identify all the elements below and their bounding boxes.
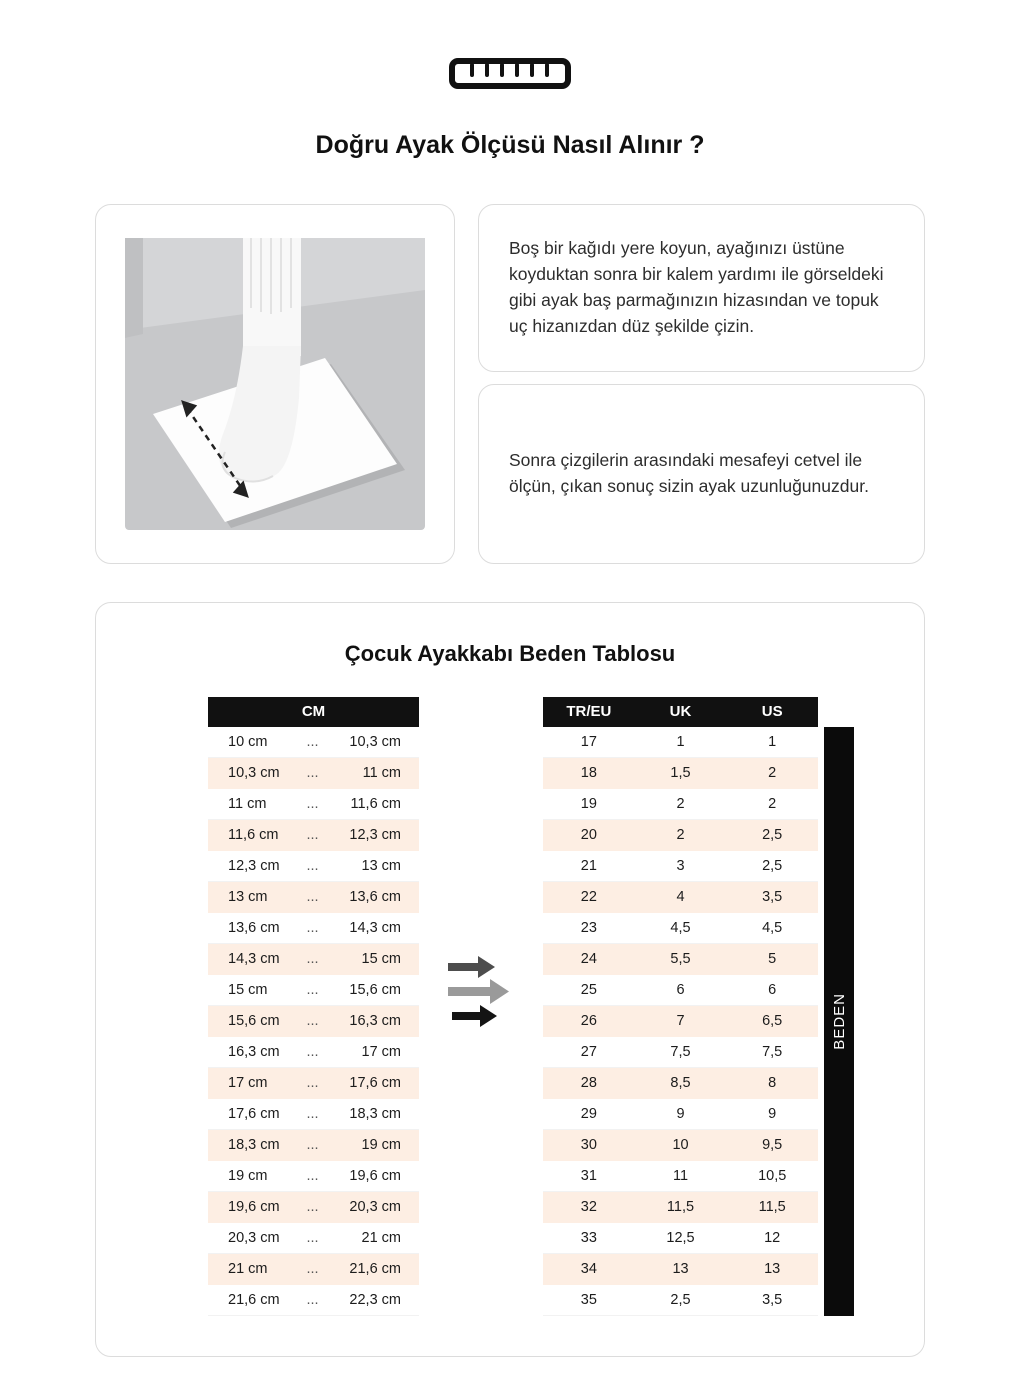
table-row [208,1161,419,1192]
header-us: US [761,703,783,720]
table-cell: 22,3 cm [349,1292,401,1308]
table-cell: 21 cm [361,1230,401,1246]
table-row [543,1161,818,1192]
table-cell: 11 [672,1168,689,1184]
table-title: Çocuk Ayakkabı Beden Tablosu [344,641,676,666]
table-cell: ... [306,1075,319,1091]
table-cell: 21,6 cm [349,1261,401,1277]
table-cell: 18,3 cm [349,1106,401,1122]
table-row [543,1223,818,1254]
table-cell: 10 [672,1137,689,1153]
table-cell: 21 [580,858,597,874]
table-row [208,1254,419,1285]
table-cell: 20,3 cm [228,1230,280,1246]
table-cell: ... [306,1292,319,1308]
table-cell: 11,6 cm [350,796,401,812]
foot-measurement-illustration [125,238,425,530]
table-cell: 2 [768,765,777,781]
table-cell: ... [306,1137,319,1153]
table-row [543,820,818,851]
table-cell: 12 [764,1230,781,1246]
table-cell: 28 [580,1075,597,1091]
table-cell: 17 [580,734,597,750]
table-cell: 17,6 cm [349,1075,401,1091]
table-cell: 22 [580,889,597,905]
table-cell: 9 [768,1106,777,1122]
table-cell: 30 [580,1137,597,1153]
table-cell: 10,5 [758,1168,787,1184]
table-cell: 34 [580,1261,597,1277]
tables-area [96,697,924,1316]
transfer-arrows-icon [419,697,543,1316]
table-cell: 10 cm [228,734,268,750]
table-cell: 19,6 cm [228,1199,280,1215]
table-row [543,1130,818,1161]
table-cell: 12,3 cm [349,827,401,843]
size-table-wrap [543,697,854,1316]
table-cell: 3 [676,858,685,874]
table-cell: ... [306,1199,319,1215]
table-cell: 2,5 [762,858,783,874]
cm-table-body [208,727,419,1316]
table-cell: 15,6 cm [349,982,401,998]
table-cell: 5 [768,951,777,967]
header-uk: UK [669,703,692,720]
table-row [208,913,419,944]
table-cell: 10,3 cm [349,734,401,750]
cm-table-header: CM [208,697,419,727]
table-row [543,882,818,913]
table-row [208,1068,419,1099]
cm-table [208,697,419,1316]
table-cell: 2 [676,796,685,812]
table-cell: 2,5 [670,1292,691,1308]
table-cell: 11 cm [228,796,267,812]
table-cell: 10,3 cm [228,765,280,781]
table-cell: 7,5 [670,1044,691,1060]
table-row [543,1192,818,1223]
table-cell: 29 [580,1106,597,1122]
table-cell: 16,3 cm [349,1013,401,1029]
table-cell: 21,6 cm [228,1292,280,1308]
table-row [543,1006,818,1037]
size-table-header [543,697,818,727]
table-cell: 24 [580,951,597,967]
table-cell: 12,5 [666,1230,695,1246]
table-cell: ... [306,827,319,843]
table-cell: ... [306,734,319,750]
table-row [208,851,419,882]
table-row [208,1285,419,1316]
table-row [208,789,419,820]
table-cell: 18 [580,765,597,781]
table-cell: 1,5 [670,765,691,781]
table-row [543,1285,818,1316]
table-cell: 3,5 [762,1292,783,1308]
table-cell: ... [306,1044,319,1060]
table-cell: ... [306,920,319,936]
foot-measurement-image [95,204,455,564]
table-cell: 31 [580,1168,597,1184]
table-cell: 32 [580,1199,597,1215]
table-cell: 5,5 [670,951,691,967]
table-cell: ... [306,951,319,967]
table-cell: 13,6 cm [349,889,401,905]
table-cell: 21 cm [228,1261,268,1277]
table-cell: 33 [580,1230,597,1246]
size-table-body [543,727,818,1316]
ruler-icon [447,52,573,99]
instruction-card-1 [478,204,925,372]
table-row [208,1099,419,1130]
table-cell: 15 cm [361,951,401,967]
table-cell: ... [306,982,319,998]
table-cell: 1 [676,734,685,750]
table-cell: 17,6 cm [228,1106,280,1122]
table-row [208,944,419,975]
table-cell: 2,5 [762,827,783,843]
table-cell: 3,5 [762,889,783,905]
table-row [543,1037,818,1068]
table-cell: 9 [676,1106,685,1122]
page-header [0,0,1020,160]
table-cell: ... [306,1230,319,1246]
table-cell: ... [306,858,319,874]
instruction-cards [478,204,925,564]
beden-side-label [824,727,854,1316]
table-cell: 12,3 cm [228,858,280,874]
table-cell: 13,6 cm [228,920,280,936]
table-row [543,913,818,944]
table-cell: 13 cm [361,858,401,874]
header-tr-eu: TR/EU [566,703,612,720]
table-cell: 19 [580,796,597,812]
table-cell: 11,5 [758,1199,786,1215]
table-cell: 1 [768,734,777,750]
table-row [208,882,419,913]
table-cell: ... [306,889,319,905]
instruction-text-2: Sonra çizgilerin arasındaki mesafeyi cetvel ile ölçün, çıkan sonuç sizin ayak uzunluğunuzdur. [509,450,869,496]
table-row [208,1006,419,1037]
table-cell: 11,6 cm [228,827,279,843]
table-cell: 13 cm [228,889,268,905]
table-cell: 20 [580,827,597,843]
table-cell: 15,6 cm [228,1013,280,1029]
table-row [208,758,419,789]
table-cell: ... [306,1013,319,1029]
table-row [208,975,419,1006]
table-row [208,727,419,758]
table-row [208,1192,419,1223]
table-cell: 8 [768,1075,777,1091]
size-table-card [95,602,925,1357]
table-cell: 11,5 [666,1199,695,1215]
instructions-section [95,204,925,564]
table-cell: 35 [580,1292,597,1308]
table-cell: 4 [676,889,685,905]
page-title: Doğru Ayak Ölçüsü Nasıl Alınır ? [315,131,705,159]
table-cell: 7,5 [762,1044,783,1060]
table-cell: 6 [768,982,777,998]
table-row [208,1037,419,1068]
table-cell: 15 cm [228,982,268,998]
table-cell: 18,3 cm [228,1137,280,1153]
size-table [543,697,818,1316]
table-row [543,789,818,820]
table-cell: 26 [580,1013,597,1029]
table-cell: 14,3 cm [349,920,401,936]
table-cell: 4,5 [762,920,783,936]
table-cell: 23 [580,920,597,936]
table-cell: 20,3 cm [349,1199,401,1215]
table-cell: 7 [676,1013,685,1029]
table-cell: 6,5 [762,1013,783,1029]
table-cell: 19 cm [361,1137,401,1153]
table-cell: 19 cm [228,1168,268,1184]
table-cell: 16,3 cm [228,1044,280,1060]
table-cell: 4,5 [670,920,691,936]
table-cell: 2 [768,796,777,812]
table-cell: 13 [764,1261,781,1277]
table-cell: 27 [580,1044,597,1060]
table-cell: 2 [676,827,685,843]
table-row [543,1068,818,1099]
instruction-card-2 [478,384,925,564]
table-cell: ... [306,1168,319,1184]
table-cell: 11 cm [362,765,401,781]
table-cell: ... [306,1106,319,1122]
table-row [208,820,419,851]
table-cell: 17 cm [361,1044,401,1060]
table-row [208,1223,419,1254]
table-cell: 19,6 cm [349,1168,401,1184]
table-cell: ... [306,1261,319,1277]
table-row [543,1099,818,1130]
table-row [543,944,818,975]
instruction-text-1: Boş bir kağıdı yere koyun, ayağınızı üstüne koyduktan sonra bir kalem yardımı ile görseldeki gibi ayak baş parmağınızın hizasından ve topuk uç hizanızdan düz şekilde çizin. [509,238,884,336]
table-cell: 8,5 [670,1075,691,1091]
table-cell: ... [306,765,319,781]
beden-label-text: BEDEN [830,993,848,1050]
table-cell: ... [306,796,319,812]
table-cell: 14,3 cm [228,951,280,967]
table-row [543,727,818,758]
table-cell: 17 cm [228,1075,268,1091]
table-cell: 13 [672,1261,689,1277]
table-cell: 25 [580,982,597,998]
table-row [543,1254,818,1285]
table-cell: 9,5 [762,1137,783,1153]
table-row [543,758,818,789]
table-row [543,975,818,1006]
table-row [543,851,818,882]
table-row [208,1130,419,1161]
table-cell: 6 [676,982,685,998]
